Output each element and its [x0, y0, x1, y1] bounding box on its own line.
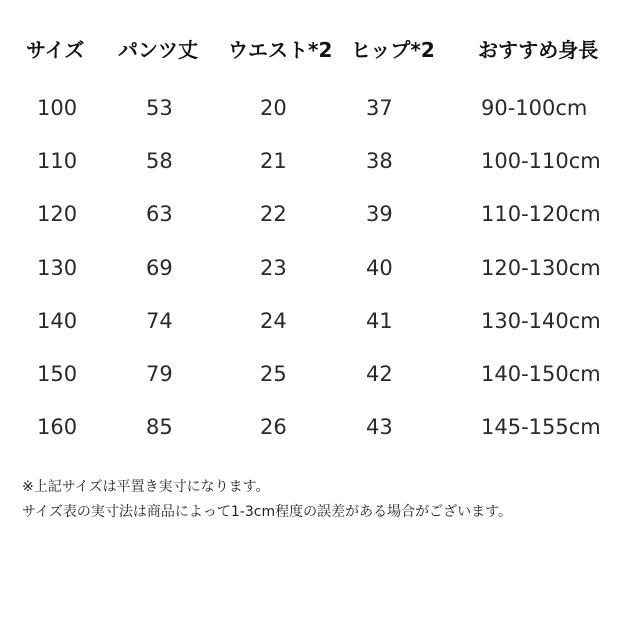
cell-recommended-height: 145-155cm [481, 415, 601, 440]
note-flat-measurement: ※上記サイズは平置き実寸になります。 [22, 479, 270, 495]
cell-recommended-height: 140-150cm [481, 362, 601, 386]
cell-hip: 42 [366, 362, 393, 386]
cell-hip: 38 [366, 149, 393, 174]
header-waist: ウエスト*2 [228, 38, 333, 62]
cell-recommended-height: 90-100cm [481, 96, 588, 120]
cell-pants-length: 85 [146, 415, 173, 440]
cell-hip: 43 [366, 415, 393, 440]
cell-size: 150 [37, 362, 78, 386]
cell-waist: 24 [260, 308, 287, 333]
cell-recommended-height: 130-140cm [481, 308, 601, 333]
cell-pants-length: 74 [146, 308, 173, 333]
cell-hip: 37 [366, 96, 393, 120]
header-size: サイズ [26, 38, 85, 62]
cell-size: 120 [37, 202, 78, 227]
cell-recommended-height: 110-120cm [481, 202, 601, 227]
cell-pants-length: 58 [146, 149, 173, 174]
cell-size: 130 [37, 255, 78, 280]
cell-size: 110 [37, 149, 78, 174]
cell-size: 160 [37, 415, 78, 440]
header-pants-length: パンツ丈 [118, 38, 198, 62]
cell-recommended-height: 100-110cm [481, 149, 601, 174]
cell-hip: 40 [366, 255, 393, 280]
header-hip: ヒップ*2 [351, 38, 435, 62]
cell-pants-length: 69 [146, 255, 173, 280]
cell-waist: 20 [260, 96, 287, 120]
cell-hip: 41 [366, 308, 393, 333]
cell-hip: 39 [366, 202, 393, 227]
cell-waist: 26 [260, 415, 287, 440]
cell-waist: 23 [260, 255, 287, 280]
cell-pants-length: 53 [146, 96, 173, 120]
cell-waist: 25 [260, 362, 287, 386]
cell-recommended-height: 120-130cm [481, 255, 601, 280]
note-measurement-error: サイズ表の実寸法は商品によって1-3cm程度の誤差がある場合がございます。 [22, 504, 512, 520]
cell-waist: 22 [260, 202, 287, 227]
cell-pants-length: 63 [146, 202, 173, 227]
cell-size: 100 [37, 96, 78, 120]
cell-waist: 21 [260, 149, 287, 174]
cell-pants-length: 79 [146, 362, 173, 386]
cell-size: 140 [37, 308, 78, 333]
header-recommended-height: おすすめ身長 [478, 38, 599, 62]
